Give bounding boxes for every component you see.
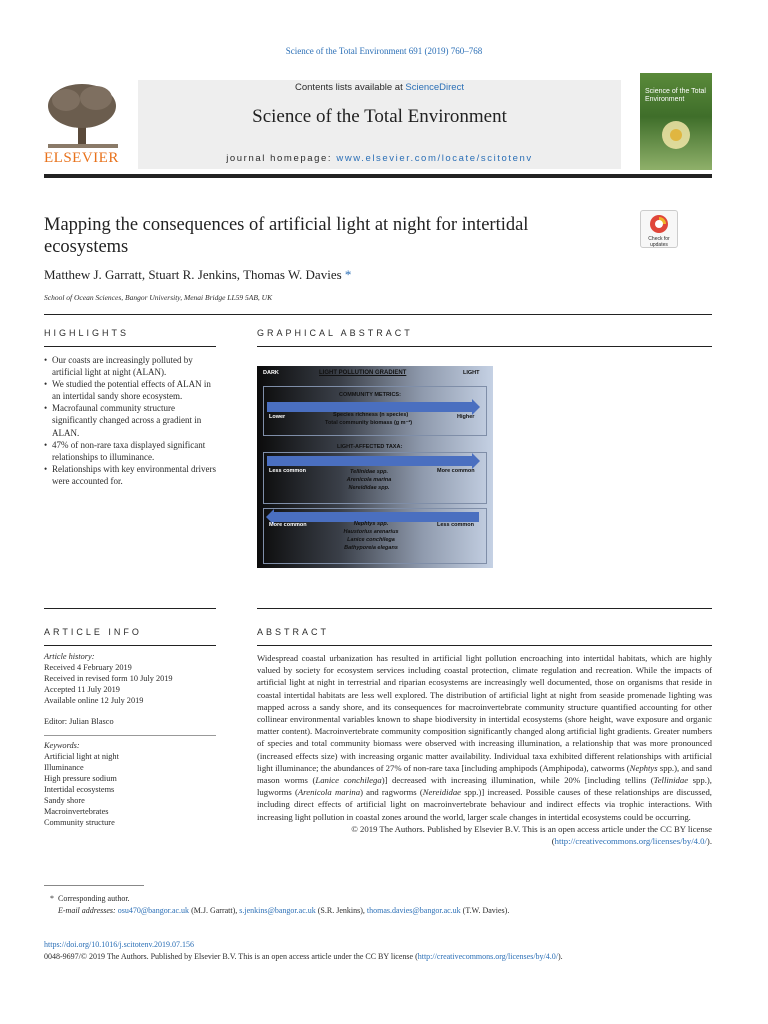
license-link[interactable]: http://creativecommons.org/licenses/by/4.0/: [554, 836, 707, 847]
ga-taxon: Haustorius arenarius: [343, 529, 399, 535]
keywords-block: [44, 740, 218, 828]
section-rule: [44, 314, 712, 315]
journal-homepage: journal homepage: www.elsevier.com/locate/scitotenv: [226, 153, 533, 164]
ga-metric-biomass: Total community biomass (g m⁻²): [325, 420, 413, 426]
cover-flower-icon: [656, 118, 696, 152]
highlight-item: • 47% of non-rare taxa displayed significant relationships to illuminance.: [44, 439, 218, 463]
ga-light-affected-label: LIGHT-AFFECTED TAXA:: [337, 444, 403, 450]
corresponding-note: * Corresponding author.: [50, 894, 130, 903]
ga-taxon: Lanice conchilega: [347, 537, 395, 543]
masthead-rule: [44, 174, 712, 178]
highlights-rule: [44, 346, 216, 347]
highlight-item: • Macrofaunal community structure significantly changed across a gradient in ALAN.: [44, 402, 218, 438]
email-line: E-mail addresses: osu470@bangor.ac.uk (M.J. Garratt), s.jenkins@bangor.ac.uk (S.R. Jenkins), thomas.davies@bangor.ac.uk (T.W. Davies).: [58, 906, 510, 915]
editor-line: Editor: Julian Blasco: [44, 717, 114, 726]
ga-arrow-right-metrics: [267, 402, 473, 412]
keywords-label: Keywords:: [44, 741, 80, 750]
doi-link[interactable]: https://doi.org/10.1016/j.scitotenv.2019.07.156: [44, 940, 194, 949]
history-item: Available online 12 July 2019: [44, 696, 144, 705]
highlight-item: • We studied the potential effects of ALAN in an intertidal sandy shore ecosystem.: [44, 378, 218, 402]
contents-line: Contents lists available at ScienceDirect: [295, 82, 464, 93]
ga-less-common-1: Less common: [269, 468, 306, 474]
email-link[interactable]: thomas.davies@bangor.ac.uk: [366, 906, 461, 915]
journal-title: Science of the Total Environment: [252, 106, 507, 127]
keyword: Artificial light at night: [44, 752, 119, 761]
email-link[interactable]: s.jenkins@bangor.ac.uk: [239, 906, 316, 915]
ga-community-metrics: COMMUNITY METRICS:: [339, 392, 401, 398]
ga-lower-label: Lower: [269, 414, 286, 420]
ga-taxon: Tellinidae spp.: [350, 469, 388, 475]
highlights-heading: HIGHLIGHTS: [44, 328, 130, 338]
history-label: Article history:: [44, 652, 95, 661]
elsevier-tree-logo: [44, 80, 122, 150]
doi-line: [44, 939, 194, 951]
ga-more-common-2: More common: [269, 522, 307, 528]
ga-more-common-1: More common: [437, 468, 475, 474]
abstract-heading: ABSTRACT: [257, 627, 330, 637]
keyword: Illuminance: [44, 763, 84, 772]
cover-title: Science of the Total Environment: [645, 88, 706, 103]
author-list: Matthew J. Garratt, Stuart R. Jenkins, Thomas W. Davies *: [44, 267, 352, 282]
abstract-body: Widespread coastal urbanization has resulted in artificial light pollution encroaching into intertidal habitats, which are highly valued by society for ecosystem services including coastal protection, climate regulation and recreation. While the impacts of artificial light at night in terrestrial and riparian ecosystems are increasingly well documented, those on organisms that reside in coastal intertidal habitats are less well explored. The distribution of artificial light at night from seaside promenade lighting was mapped across a sandy shore, and its consequences for macroinvertebrate community structure quantified accounting for other collinear environmental variables known to shape biodiversity in intertidal ecosystems (shore height, wave exposure and organic matter content). Macroinvertebrate community composition significantly changed along artificial light gradients. Greater numbers of species and total community biomass were observed with increasing illumination, a relationship that was more pronounced (increased effects size) with increasing organic matter availability. Individual taxa exhibited different relationships with artificial light illuminance; the abundances of 27% of non-rare taxa [including amphipods (Amphipoda), catworms (Nephtys spp.), and sand mason worms (Lanice conchilega)] decreased with increasing illumination, while 20% [including tellins (Tellinidae spp.), lugworms (Arenicola marina) and ragworms (Nereididae spp.)] increased. Possible causes of these relationships are discussed, including direct effects of artificial light on macroinvertebrate behaviour and indirect effects via trophic interactions. With increasing light pollution in coastal zones around the world, larger scale changes in intertidal ecosystems could be occurring. © 2019 The Authors. Published by Elsevier B.V. This is an open access article under the CC BY license (http://creativecommons.org/licenses/by/4.0/).: [257, 653, 712, 847]
footnote-rule: [44, 885, 144, 886]
keyword: Sandy shore: [44, 796, 85, 805]
ga-arrow-right-taxa: [267, 456, 473, 466]
ga-taxon: Bathyporeia elegans: [344, 545, 398, 551]
history-item: Received 4 February 2019: [44, 663, 132, 672]
keyword: High pressure sodium: [44, 774, 117, 783]
ga-taxon: Nephtys spp.: [353, 521, 389, 527]
elsevier-wordmark: ELSEVIER: [44, 150, 119, 166]
graphical-abstract-heading: GRAPHICAL ABSTRACT: [257, 328, 413, 338]
abstract-copyright: © 2019 The Authors. Published by Elsevier B.V. This is an open access article under the CC BY license (http://creativecommons.org/licenses/by/4.0/).: [351, 823, 712, 847]
highlights-list: [44, 354, 218, 487]
ga-higher-label: Higher: [457, 414, 475, 420]
graphical-abstract-figure: [257, 366, 493, 568]
check-updates-icon: [649, 214, 669, 234]
ga-less-common-2: Less common: [437, 522, 474, 528]
ga-taxon: Nereididae spp.: [348, 485, 390, 491]
keyword: Macroinvertebrates: [44, 807, 109, 816]
abstract-rule-top: [257, 608, 712, 609]
article-info-rule-top: [44, 608, 216, 609]
ga-light-label: LIGHT: [463, 370, 480, 376]
ga-taxon: Arenicola marina: [346, 477, 392, 483]
highlight-item: • Relationships with key environmental drivers were accounted for.: [44, 463, 218, 487]
ga-taxa-down-list: [339, 520, 403, 552]
issn-line: 0048-9697/© 2019 The Authors. Published by Elsevier B.V. This is an open access article under the CC BY license (http://creativecommons.org/licenses/by/4.0/).: [44, 952, 563, 961]
email-link[interactable]: osu470@bangor.ac.uk: [117, 906, 190, 915]
corresponding-author-mark[interactable]: *: [344, 267, 352, 282]
history-item: Received in revised form 10 July 2019: [44, 674, 173, 683]
journal-reference[interactable]: Science of the Total Environment 691 (2019) 760–768: [285, 46, 483, 56]
keyword: Community structure: [44, 818, 115, 827]
article-title: Mapping the consequences of artificial light at night for intertidal ecosystems: [44, 215, 529, 257]
article-info-heading: ARTICLE INFO: [44, 627, 142, 637]
history-item: Accepted 11 July 2019: [44, 685, 120, 694]
ga-dark-label: DARK: [263, 370, 279, 376]
abstract-rule: [257, 645, 712, 646]
affiliation: School of Ocean Sciences, Bangor University, Menai Bridge LL59 5AB, UK: [44, 293, 273, 302]
article-info-rule: [44, 645, 216, 646]
article-history: [44, 651, 218, 706]
footnote-block: [50, 893, 710, 917]
highlight-item: • Our coasts are increasingly polluted by artificial light at night (ALAN).: [44, 354, 218, 378]
footer-license-link[interactable]: http://creativecommons.org/licenses/by/4.0/: [417, 952, 559, 961]
sciencedirect-link[interactable]: ScienceDirect: [405, 82, 464, 93]
ga-gradient-title: LIGHT POLLUTION GRADIENT: [319, 370, 407, 376]
ga-metric-richness: Species richness (n species): [333, 412, 409, 418]
graphical-abstract-rule: [257, 346, 712, 347]
check-for-updates-button[interactable]: Check for updates: [640, 210, 678, 248]
homepage-link[interactable]: www.elsevier.com/locate/scitotenv: [336, 153, 533, 164]
keywords-rule: [44, 735, 216, 736]
ga-taxa-up-list: [339, 468, 399, 492]
keyword: Intertidal ecosystems: [44, 785, 115, 794]
